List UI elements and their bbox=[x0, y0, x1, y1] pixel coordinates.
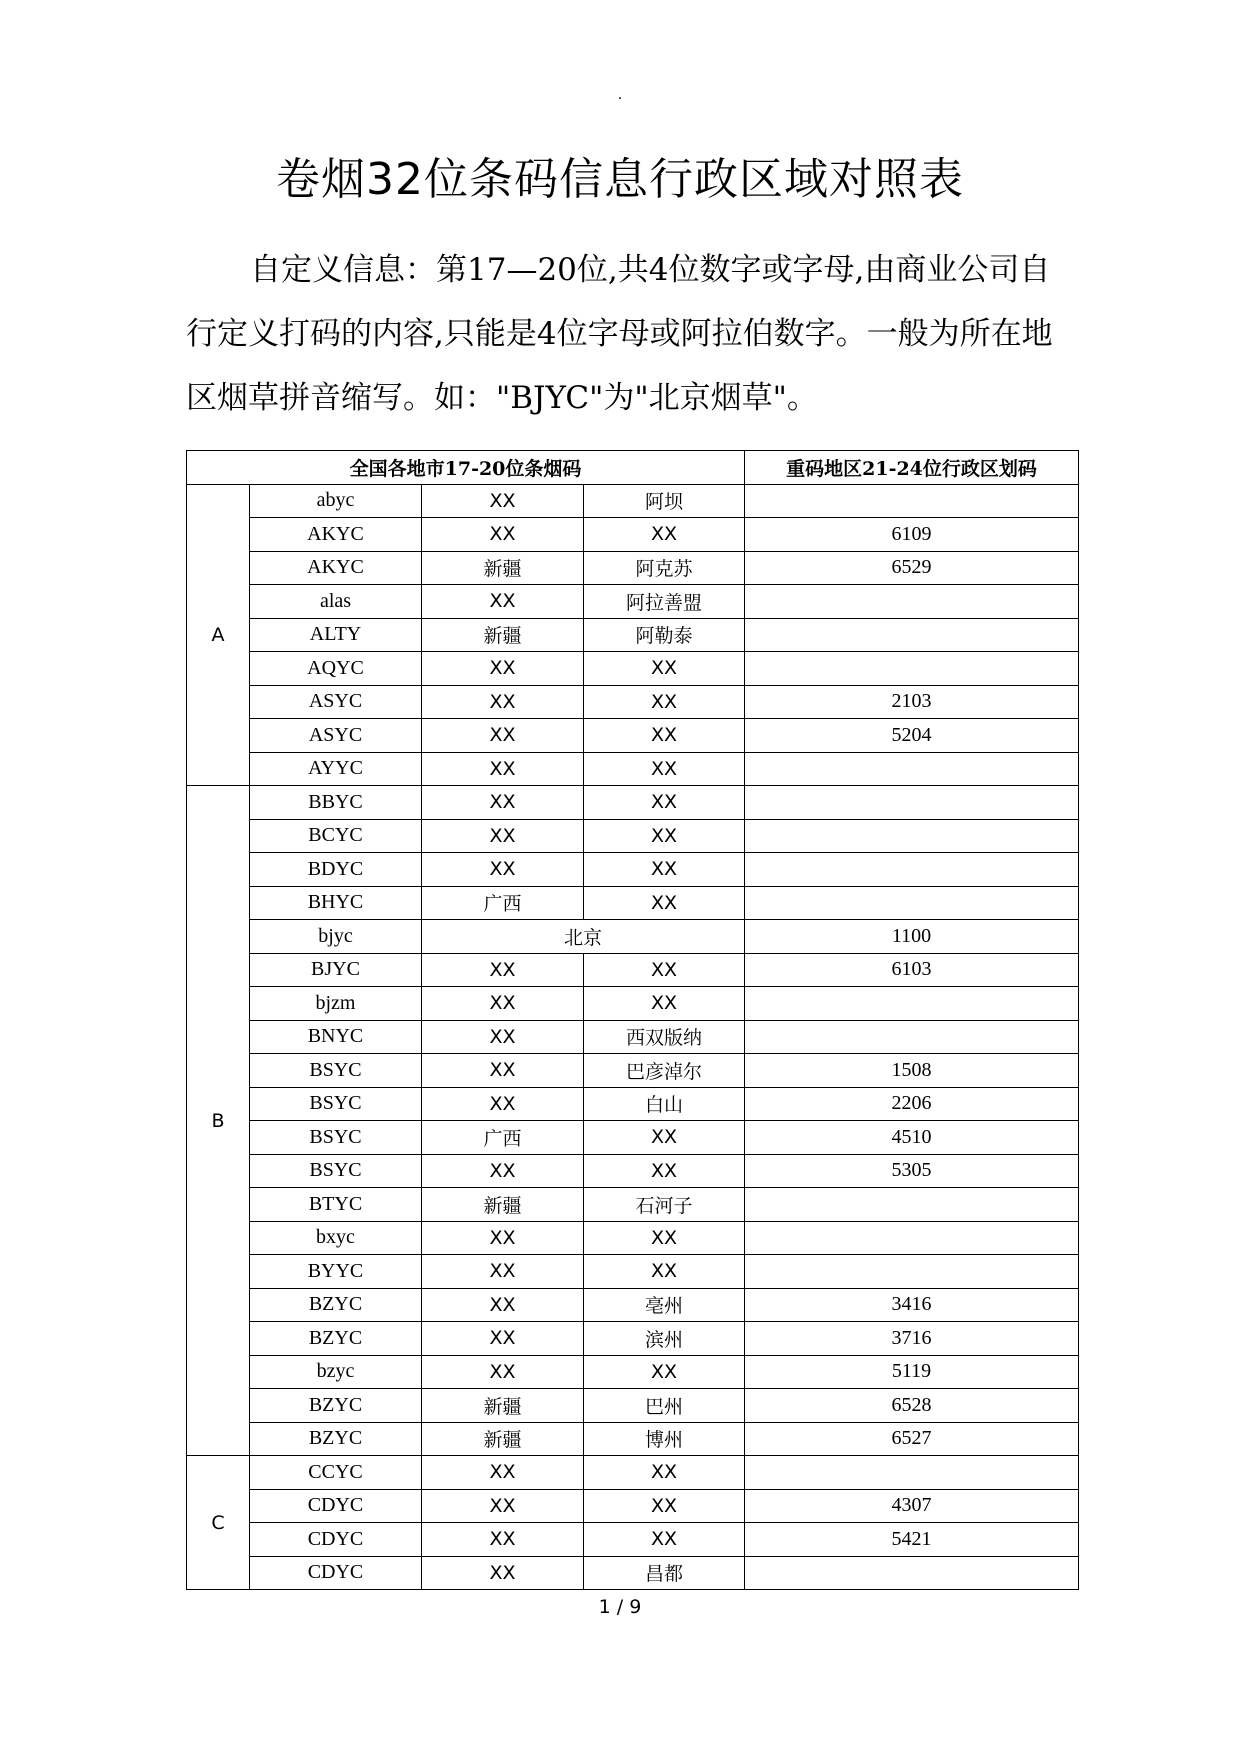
code-cell: bjzm bbox=[250, 987, 422, 1021]
city-cell: 阿坝 bbox=[584, 484, 745, 518]
region-code-cell bbox=[745, 1255, 1079, 1289]
table-row bbox=[187, 786, 1079, 820]
city-cell: XX bbox=[584, 652, 745, 686]
region-code-cell bbox=[745, 1221, 1079, 1255]
table-header-row bbox=[187, 451, 1079, 485]
table-row bbox=[187, 1221, 1079, 1255]
code-cell: BSYC bbox=[250, 1087, 422, 1121]
code-cell: CDYC bbox=[250, 1489, 422, 1523]
code-cell: AQYC bbox=[250, 652, 422, 686]
table-row bbox=[187, 752, 1079, 786]
table-row bbox=[187, 1087, 1079, 1121]
region-code-cell: 1508 bbox=[745, 1054, 1079, 1088]
region-code-cell bbox=[745, 786, 1079, 820]
table-row bbox=[187, 1054, 1079, 1088]
province-cell: XX bbox=[422, 685, 584, 719]
code-cell: bjyc bbox=[250, 920, 422, 954]
province-cell: 新疆 bbox=[422, 1422, 584, 1456]
city-cell: XX bbox=[584, 1255, 745, 1289]
code-cell: bxyc bbox=[250, 1221, 422, 1255]
table-row bbox=[187, 1389, 1079, 1423]
province-cell: 广西 bbox=[422, 886, 584, 920]
table-row bbox=[187, 920, 1079, 954]
city-cell: XX bbox=[584, 1523, 745, 1557]
province-cell: XX bbox=[422, 752, 584, 786]
province-cell: 新疆 bbox=[422, 618, 584, 652]
city-cell: XX bbox=[584, 953, 745, 987]
province-cell: XX bbox=[422, 1154, 584, 1188]
province-cell: XX bbox=[422, 819, 584, 853]
province-cell: XX bbox=[422, 1355, 584, 1389]
city-cell: XX bbox=[584, 786, 745, 820]
table-row bbox=[187, 719, 1079, 753]
code-cell: AYYC bbox=[250, 752, 422, 786]
code-cell: BZYC bbox=[250, 1422, 422, 1456]
province-cell: XX bbox=[422, 1456, 584, 1490]
region-code-cell: 6527 bbox=[745, 1422, 1079, 1456]
province-cell: XX bbox=[422, 1322, 584, 1356]
city-cell: 白山 bbox=[584, 1087, 745, 1121]
code-cell: BSYC bbox=[250, 1121, 422, 1155]
city-cell: 阿勒泰 bbox=[584, 618, 745, 652]
intro-paragraph bbox=[186, 238, 1056, 430]
table-row bbox=[187, 1020, 1079, 1054]
province-cell: 广西 bbox=[422, 1121, 584, 1155]
code-cell: BDYC bbox=[250, 853, 422, 887]
city-cell: 西双版纳 bbox=[584, 1020, 745, 1054]
city-cell: 亳州 bbox=[584, 1288, 745, 1322]
province-cell: XX bbox=[422, 1221, 584, 1255]
region-code-cell: 4510 bbox=[745, 1121, 1079, 1155]
table-row bbox=[187, 1556, 1079, 1590]
code-cell: bzyc bbox=[250, 1355, 422, 1389]
code-cell: ALTY bbox=[250, 618, 422, 652]
region-code-table bbox=[186, 450, 1079, 1590]
province-cell: XX bbox=[422, 1020, 584, 1054]
province-cell: XX bbox=[422, 1523, 584, 1557]
province-cell: XX bbox=[422, 987, 584, 1021]
table-row bbox=[187, 1255, 1079, 1289]
city-cell: XX bbox=[584, 819, 745, 853]
city-cell: 滨州 bbox=[584, 1322, 745, 1356]
table-row bbox=[187, 1288, 1079, 1322]
intro-text: 自定义信息：第17—20位,共4位数字或字母,由商业公司自行定义打码的内容,只能是4位字母或阿拉伯数字。一般为所在地区烟草拼音缩写。如："BJYC"为"北京烟草"。 bbox=[186, 252, 1053, 416]
city-cell: XX bbox=[584, 719, 745, 753]
region-code-cell: 1100 bbox=[745, 920, 1079, 954]
region-code-cell bbox=[745, 652, 1079, 686]
province-cell: 新疆 bbox=[422, 1389, 584, 1423]
city-cell: 石河子 bbox=[584, 1188, 745, 1222]
province-cell: XX bbox=[422, 853, 584, 887]
city-cell: 阿拉善盟 bbox=[584, 585, 745, 619]
code-cell: BZYC bbox=[250, 1322, 422, 1356]
region-code-cell bbox=[745, 618, 1079, 652]
table-row bbox=[187, 1121, 1079, 1155]
city-cell: XX bbox=[584, 752, 745, 786]
region-code-cell bbox=[745, 752, 1079, 786]
city-cell: XX bbox=[584, 886, 745, 920]
city-cell: 巴彦淖尔 bbox=[584, 1054, 745, 1088]
table-body bbox=[187, 484, 1079, 1590]
city-cell: XX bbox=[584, 1154, 745, 1188]
code-cell: BTYC bbox=[250, 1188, 422, 1222]
province-cell: 新疆 bbox=[422, 551, 584, 585]
city-cell: XX bbox=[584, 1121, 745, 1155]
province-cell: XX bbox=[422, 484, 584, 518]
province-cell: XX bbox=[422, 652, 584, 686]
province-cell: XX bbox=[422, 1288, 584, 1322]
code-cell: BSYC bbox=[250, 1154, 422, 1188]
region-code-cell: 3416 bbox=[745, 1288, 1079, 1322]
code-cell: alas bbox=[250, 585, 422, 619]
region-code-cell: 6528 bbox=[745, 1389, 1079, 1423]
table-row bbox=[187, 1188, 1079, 1222]
code-cell: CDYC bbox=[250, 1523, 422, 1557]
table-row bbox=[187, 1322, 1079, 1356]
city-cell: 昌都 bbox=[584, 1556, 745, 1590]
table-row bbox=[187, 685, 1079, 719]
region-code-cell: 5204 bbox=[745, 719, 1079, 753]
page-number: 1 / 9 bbox=[598, 1596, 642, 1618]
region-code-cell bbox=[745, 484, 1079, 518]
group-letter: C bbox=[187, 1456, 250, 1590]
city-cell: XX bbox=[584, 987, 745, 1021]
province-cell: XX bbox=[422, 953, 584, 987]
merged-region-cell: 北京 bbox=[422, 920, 745, 954]
group-letter: A bbox=[187, 484, 250, 786]
province-cell: 新疆 bbox=[422, 1188, 584, 1222]
table-row bbox=[187, 618, 1079, 652]
code-cell: ASYC bbox=[250, 685, 422, 719]
city-cell: 巴州 bbox=[584, 1389, 745, 1423]
table-row bbox=[187, 1456, 1079, 1490]
code-cell: AKYC bbox=[250, 518, 422, 552]
province-cell: XX bbox=[422, 1255, 584, 1289]
code-cell: BZYC bbox=[250, 1288, 422, 1322]
table-row bbox=[187, 1355, 1079, 1389]
region-code-cell bbox=[745, 1556, 1079, 1590]
region-code-cell: 3716 bbox=[745, 1322, 1079, 1356]
table-row bbox=[187, 853, 1079, 887]
region-code-cell: 2206 bbox=[745, 1087, 1079, 1121]
city-cell: XX bbox=[584, 1456, 745, 1490]
province-cell: XX bbox=[422, 1556, 584, 1590]
table-row bbox=[187, 987, 1079, 1021]
table-row bbox=[187, 1422, 1079, 1456]
code-cell: CCYC bbox=[250, 1456, 422, 1490]
region-code-cell: 6103 bbox=[745, 953, 1079, 987]
table-row bbox=[187, 953, 1079, 987]
table-row bbox=[187, 1489, 1079, 1523]
province-cell: XX bbox=[422, 1087, 584, 1121]
code-cell: BHYC bbox=[250, 886, 422, 920]
code-cell: BYYC bbox=[250, 1255, 422, 1289]
region-code-cell bbox=[745, 853, 1079, 887]
table-row bbox=[187, 518, 1079, 552]
document-title: 卷烟32位条码信息行政区域对照表 bbox=[276, 154, 964, 205]
region-code-cell bbox=[745, 585, 1079, 619]
code-cell: BNYC bbox=[250, 1020, 422, 1054]
region-code-cell bbox=[745, 1456, 1079, 1490]
code-cell: BJYC bbox=[250, 953, 422, 987]
region-code-cell: 5421 bbox=[745, 1523, 1079, 1557]
code-cell: BSYC bbox=[250, 1054, 422, 1088]
code-cell: BCYC bbox=[250, 819, 422, 853]
city-cell: XX bbox=[584, 1221, 745, 1255]
province-cell: XX bbox=[422, 786, 584, 820]
table-row bbox=[187, 1523, 1079, 1557]
city-cell: XX bbox=[584, 1355, 745, 1389]
code-cell: CDYC bbox=[250, 1556, 422, 1590]
region-code-cell bbox=[745, 1188, 1079, 1222]
region-code-cell bbox=[745, 1020, 1079, 1054]
table-row bbox=[187, 1154, 1079, 1188]
region-code-cell: 4307 bbox=[745, 1489, 1079, 1523]
code-cell: AKYC bbox=[250, 551, 422, 585]
city-cell: 阿克苏 bbox=[584, 551, 745, 585]
province-cell: XX bbox=[422, 585, 584, 619]
city-cell: XX bbox=[584, 685, 745, 719]
province-cell: XX bbox=[422, 518, 584, 552]
region-code-cell: 5119 bbox=[745, 1355, 1079, 1389]
table-row bbox=[187, 652, 1079, 686]
region-code-cell: 5305 bbox=[745, 1154, 1079, 1188]
city-cell: XX bbox=[584, 853, 745, 887]
header-right: 重码地区21-24位行政区划码 bbox=[745, 451, 1079, 485]
table-row bbox=[187, 585, 1079, 619]
code-cell: ASYC bbox=[250, 719, 422, 753]
region-code-cell: 6529 bbox=[745, 551, 1079, 585]
region-code-cell: 6109 bbox=[745, 518, 1079, 552]
city-cell: 博州 bbox=[584, 1422, 745, 1456]
page-top-mark: . bbox=[617, 87, 623, 103]
city-cell: XX bbox=[584, 518, 745, 552]
code-cell: abyc bbox=[250, 484, 422, 518]
code-cell: BBYC bbox=[250, 786, 422, 820]
table-row bbox=[187, 886, 1079, 920]
table-row bbox=[187, 551, 1079, 585]
code-cell: BZYC bbox=[250, 1389, 422, 1423]
province-cell: XX bbox=[422, 719, 584, 753]
city-cell: XX bbox=[584, 1489, 745, 1523]
region-code-cell bbox=[745, 987, 1079, 1021]
province-cell: XX bbox=[422, 1489, 584, 1523]
table-row bbox=[187, 819, 1079, 853]
region-code-cell bbox=[745, 886, 1079, 920]
group-letter: B bbox=[187, 786, 250, 1456]
region-code-cell bbox=[745, 819, 1079, 853]
region-code-cell: 2103 bbox=[745, 685, 1079, 719]
header-left: 全国各地市17-20位条烟码 bbox=[187, 451, 745, 485]
province-cell: XX bbox=[422, 1054, 584, 1088]
table-row bbox=[187, 484, 1079, 518]
